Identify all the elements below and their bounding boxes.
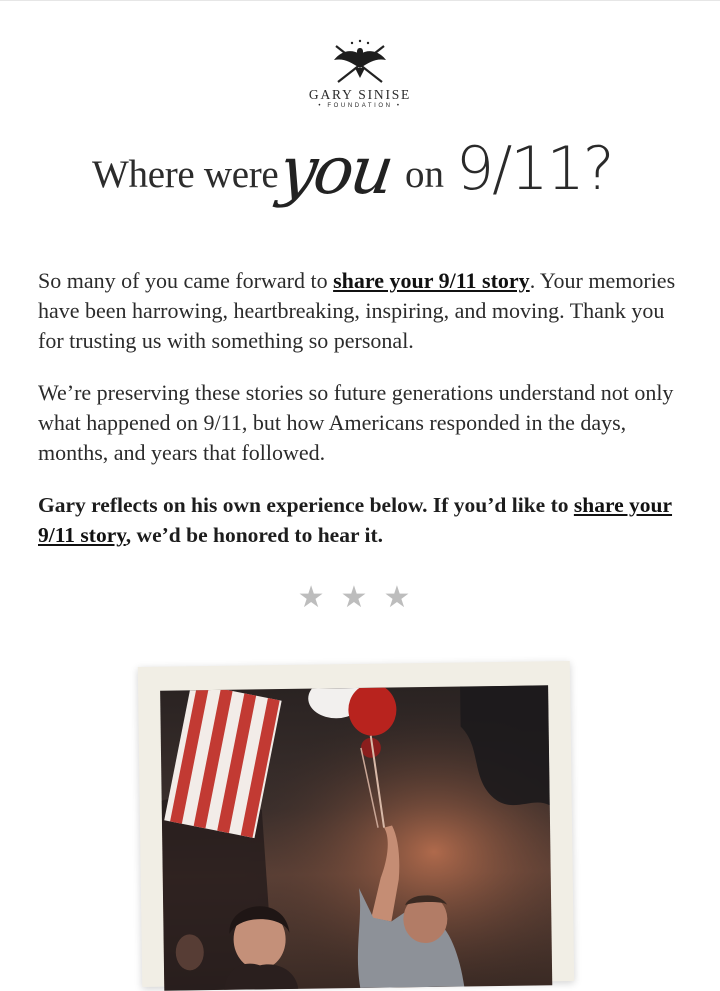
logo-subtitle: • FOUNDATION • [318,103,402,109]
paragraph-reflects-text-2: , we’d be honored to hear it. [125,523,383,547]
paragraph-reflects [38,490,686,550]
share-story-link-2[interactable]: share your 9/11 story [38,493,673,547]
paragraph-intro-text-1: So many of you came forward to [38,268,334,293]
top-divider [0,0,720,1]
paragraph-intro [38,266,686,356]
headline-part-date: 9/11? [456,134,613,204]
star-icon: ★ [340,580,380,615]
paragraph-intro-text-2: . Your memories have been harrowing, heartbreaking, inspiring, and moving. Thank you for trusting us with something so personal. [38,268,676,353]
star-divider [0,580,720,615]
paragraph-preserving: We’re preserving these stories so future generations understand not only what happened on 9/11, but how Americans responded in the days, months, and years that followed. [38,380,674,465]
star-icon: ★ [383,580,423,615]
body-copy [38,266,686,572]
photo-image[interactable] [160,685,552,990]
headline [0,130,720,230]
headline-part-where-were: Where were [92,153,279,196]
photo-frame [138,661,574,987]
headline-part-you: you [274,132,396,209]
paragraph-reflects-text-1: Gary reflects on his own experience below. If you’d like to [38,493,574,517]
eagle-swords-icon [330,38,390,86]
star-icon: ★ [297,580,337,615]
logo-name: GARY SINISE [308,87,412,102]
share-story-link[interactable]: share your 9/11 story [333,268,530,293]
headline-part-on: on [405,153,444,196]
foundation-logo[interactable] [300,38,420,118]
